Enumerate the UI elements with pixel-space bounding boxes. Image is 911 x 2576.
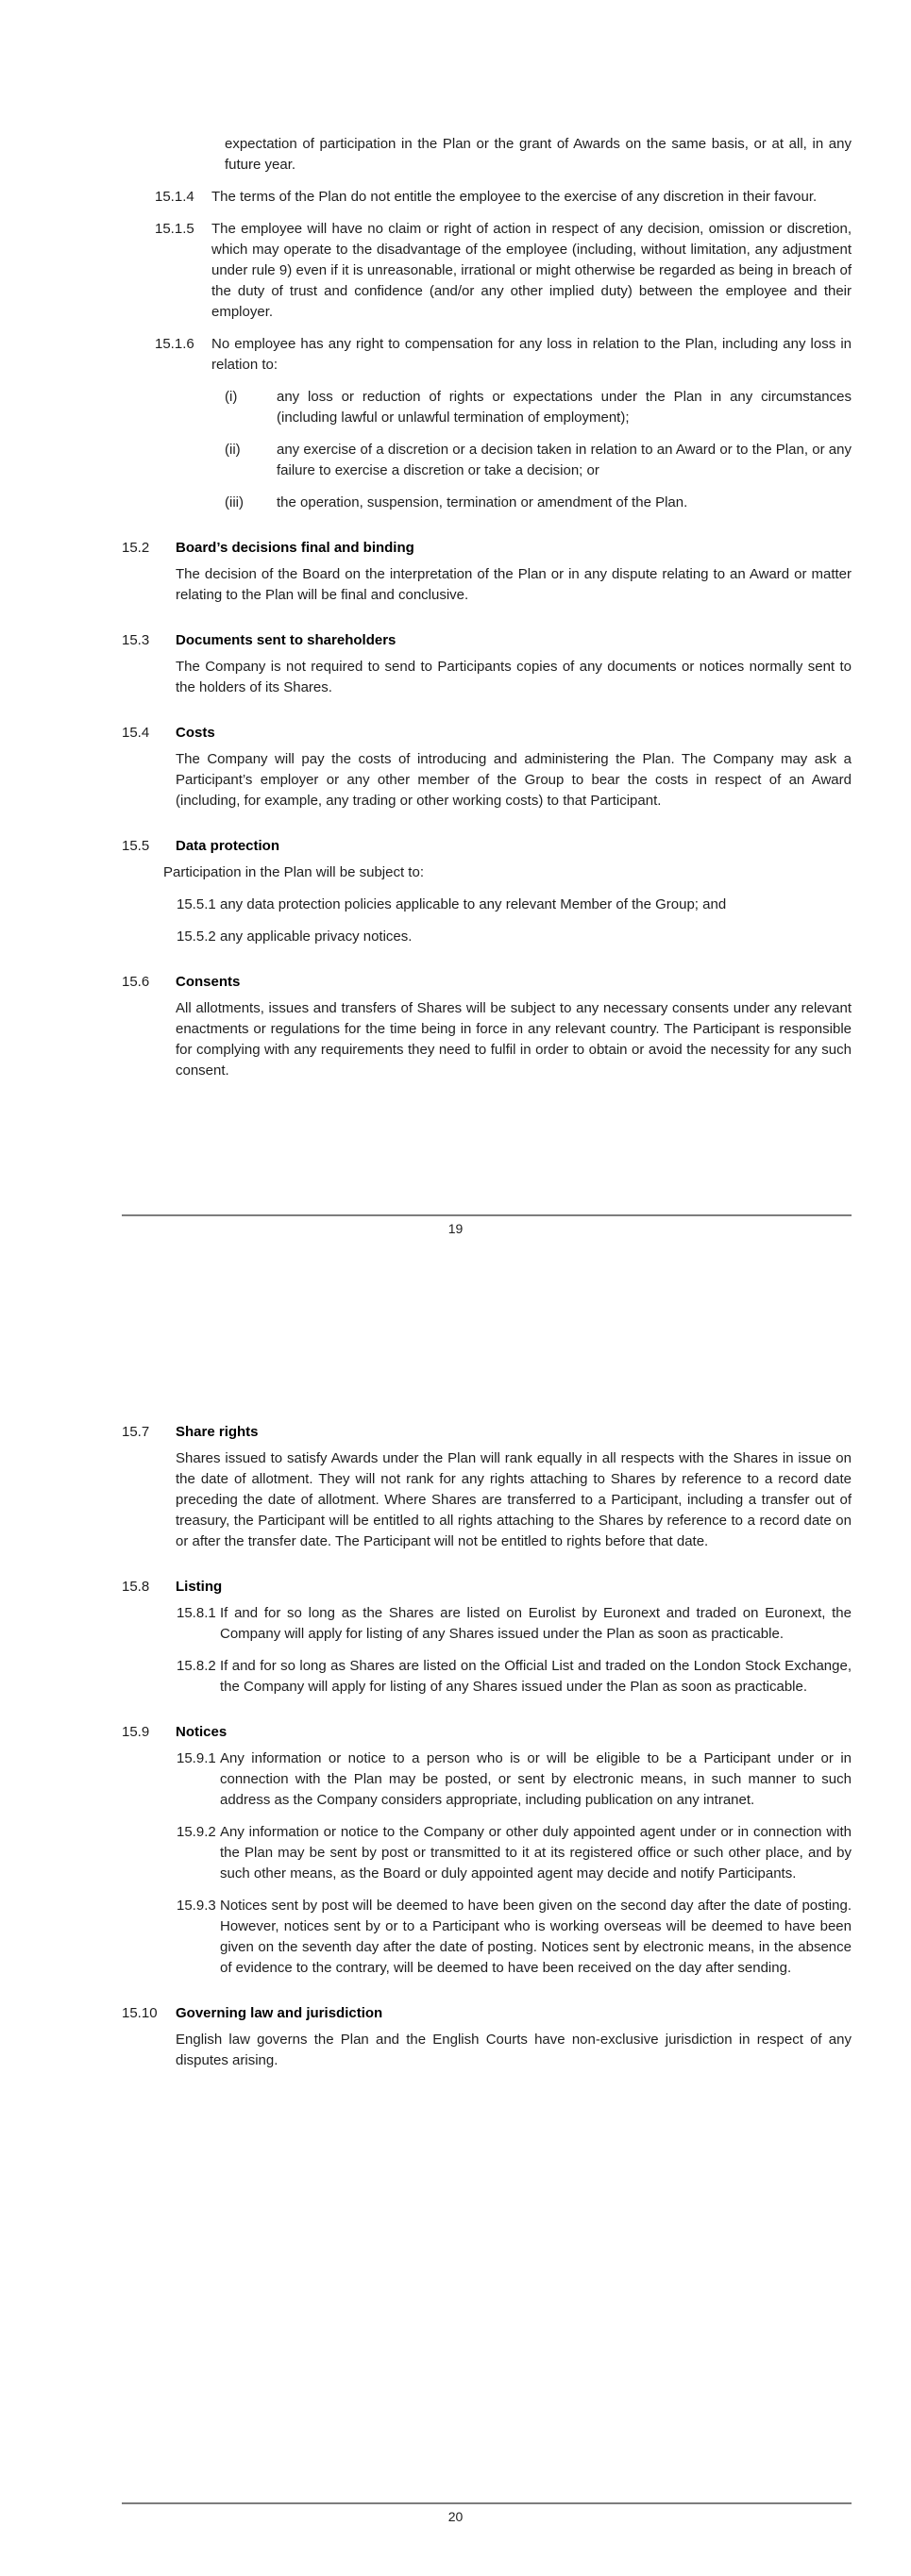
clause-number: 15.9.1 xyxy=(177,1750,216,1766)
section-body: Shares issued to satisfy Awards under the Plan will rank equally in all respects with the Shares in issue on the date of allotment. They will not rank for any rights attaching to Shares by reference to a record date preceding the date of allotment. Where Shares are transferred to a Participant, including a transfer out of treasury, the Participant will be entitled to all rights attaching to the Shares by reference to a record date on or after the transfer date. The Participant will not be entitled to rights before that date. xyxy=(176,1450,852,1549)
clause-number: 15.1.4 xyxy=(155,189,194,205)
section-heading: Board’s decisions final and binding xyxy=(176,540,414,556)
page-footer xyxy=(0,1214,911,1238)
clause-text: The terms of the Plan do not entitle the employee to the exercise of any discretion in their favour. xyxy=(211,189,818,205)
clause-number: 15.9.3 xyxy=(177,1898,216,1914)
footer-divider xyxy=(122,2502,852,2504)
section-15-2 xyxy=(122,538,852,559)
list-item-text: the operation, suspension, termination or amendment of the Plan. xyxy=(277,494,688,510)
section-15-10 xyxy=(122,2003,852,2024)
section-heading: Consents xyxy=(176,974,241,990)
section-body: All allotments, issues and transfers of Shares will be subject to any necessary consents under any relevant enactments or regulations for the time being in force in any relevant country. The Participant is responsible for complying with any requirements they need to fulfil in order to obtain or avoid the necessity for any such consent. xyxy=(176,1000,852,1079)
list-item-i xyxy=(122,387,852,428)
section-15-8 xyxy=(122,1577,852,1597)
clause-15-1-4 xyxy=(122,187,852,208)
section-heading: Share rights xyxy=(176,1424,259,1440)
clause-15-5-1 xyxy=(122,895,852,915)
clause-15-9-2 xyxy=(122,1822,852,1884)
section-number: 15.4 xyxy=(122,725,150,741)
clause-15-5-2 xyxy=(122,927,852,947)
clause-number: 15.5.1 xyxy=(177,896,216,912)
section-15-6 xyxy=(122,972,852,993)
clause-15-8-2 xyxy=(122,1656,852,1698)
clause-text: any data protection policies applicable to any relevant Member of the Group; and xyxy=(220,896,727,912)
section-heading: Data protection xyxy=(176,838,280,854)
section-heading: Costs xyxy=(176,725,215,741)
section-number: 15.6 xyxy=(122,974,150,990)
list-item-marker: (iii) xyxy=(225,494,244,510)
page-20 xyxy=(0,1288,911,2576)
section-15-7 xyxy=(122,1422,852,1443)
clause-text: The employee will have no claim or right of action in respect of any decision, omission or discretion, which may operate to the disadvantage of the employee (including, without limitation, any adjustment under rule 9) even if it is unreasonable, irrational or might otherwise be regarded as being in breach of the duty of trust and confidence (and/or any other implied duty) between the employee and their employer. xyxy=(211,221,852,320)
clause-text: any applicable privacy notices. xyxy=(220,928,413,945)
section-body: Participation in the Plan will be subject to: xyxy=(163,864,424,880)
section-body: The Company is not required to send to Participants copies of any documents or notices normally sent to the holders of its Shares. xyxy=(176,659,852,695)
page-footer xyxy=(0,2502,911,2526)
list-item-text: any exercise of a discretion or a decision taken in relation to an Award or to the Plan, or any failure to exercise a discretion or take a decision; or xyxy=(277,442,852,478)
section-heading: Notices xyxy=(176,1724,228,1740)
section-number: 15.5 xyxy=(122,838,150,854)
page-20-content xyxy=(122,1422,852,2083)
clause-number: 15.1.6 xyxy=(155,336,194,352)
section-15-9 xyxy=(122,1722,852,1743)
section-number: 15.8 xyxy=(122,1579,150,1595)
clause-number: 15.5.2 xyxy=(177,928,216,945)
clause-15-8-1 xyxy=(122,1603,852,1645)
section-body: The decision of the Board on the interpretation of the Plan or in any dispute relating to an Award or matter relating to the Plan will be final and conclusive. xyxy=(176,566,852,603)
list-item-marker: (ii) xyxy=(225,442,241,458)
section-number: 15.10 xyxy=(122,2005,158,2021)
section-body: English law governs the Plan and the English Courts have non-exclusive jurisdiction in respect of any disputes arising. xyxy=(176,2032,852,2068)
list-item-ii xyxy=(122,440,852,481)
clause-15-1-6 xyxy=(122,334,852,376)
clause-15-1-5 xyxy=(122,219,852,323)
clause-number: 15.1.5 xyxy=(155,221,194,237)
clause-number: 15.8.1 xyxy=(177,1605,216,1621)
section-15-4 xyxy=(122,723,852,744)
page-19-content xyxy=(122,134,852,1093)
clause-text: No employee has any right to compensation for any loss in relation to the Plan, including any loss in relation to: xyxy=(211,336,852,373)
clause-text: If and for so long as Shares are listed on the Official List and traded on the London Stock Exchange, the Company will apply for listing of any Shares issued under the Plan as soon as practicable. xyxy=(220,1658,852,1695)
paragraph-continuation: expectation of participation in the Plan or the grant of Awards on the same basis, or at all, in any future year. xyxy=(225,136,852,173)
list-item-text: any loss or reduction of rights or expectations under the Plan in any circumstances (including lawful or unlawful termination of employment); xyxy=(277,389,852,426)
section-heading: Documents sent to shareholders xyxy=(176,632,396,648)
page-number: 20 xyxy=(447,2509,464,2524)
section-number: 15.7 xyxy=(122,1424,150,1440)
clause-number: 15.9.2 xyxy=(177,1824,216,1840)
page-number: 19 xyxy=(447,1221,464,1236)
list-item-iii xyxy=(122,493,852,513)
section-heading: Listing xyxy=(176,1579,223,1595)
clause-15-9-1 xyxy=(122,1748,852,1811)
clause-text: If and for so long as the Shares are listed on Eurolist by Euronext and traded on Euronext, the Company will apply for listing of any Shares issued under the Plan as soon as practicable. xyxy=(220,1605,852,1642)
section-number: 15.2 xyxy=(122,540,150,556)
section-body: The Company will pay the costs of introducing and administering the Plan. The Company may ask a Participant’s employer or any other member of the Group to bear the costs in respect of an Award (including, for example, any trading or other working costs) to that Participant. xyxy=(176,751,852,809)
section-number: 15.9 xyxy=(122,1724,150,1740)
clause-15-9-3 xyxy=(122,1896,852,1979)
section-15-3 xyxy=(122,630,852,651)
clause-text: Notices sent by post will be deemed to have been given on the second day after the date of posting. However, notices sent by or to a Participant who is working overseas will be deemed to have been given on the seventh day after the date of posting. Notices sent by electronic means, in the absence of evidence to the contrary, will be deemed to have been received on the day after sending. xyxy=(220,1898,852,1976)
clause-text: Any information or notice to the Company or other duly appointed agent under or in connection with the Plan may be sent by post or transmitted to it at its registered office or such other place, and by such other means, as the Board or duly appointed agent may decide and notify Participants. xyxy=(220,1824,852,1882)
list-item-marker: (i) xyxy=(225,389,238,405)
clause-text: Any information or notice to a person who is or will be eligible to be a Participant under or in connection with the Plan may be posted, or sent by electronic means, in such manner to such address as the Company considers appropriate, including publication on any intranet. xyxy=(220,1750,852,1808)
footer-divider xyxy=(122,1214,852,1216)
section-number: 15.3 xyxy=(122,632,150,648)
section-15-5 xyxy=(122,836,852,857)
section-heading: Governing law and jurisdiction xyxy=(176,2005,383,2021)
clause-number: 15.8.2 xyxy=(177,1658,216,1674)
